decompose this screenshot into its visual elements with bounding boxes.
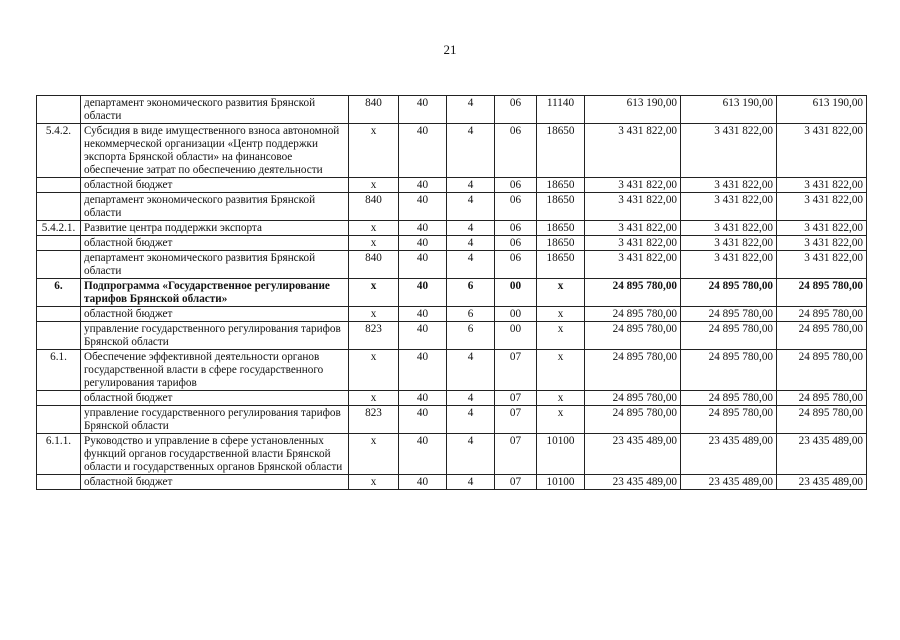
amount-year2-cell: 24 895 780,00 — [681, 391, 777, 406]
row-number-cell — [37, 391, 81, 406]
amount-year1-cell: 613 190,00 — [585, 96, 681, 124]
amount-year1-cell: 3 431 822,00 — [585, 124, 681, 178]
row-number-cell — [37, 178, 81, 193]
amount-year2-cell: 24 895 780,00 — [681, 279, 777, 307]
direction-code-cell: 18650 — [537, 193, 585, 221]
row-number-cell — [37, 96, 81, 124]
amount-year3-cell: 3 431 822,00 — [777, 251, 867, 279]
amount-year1-cell: 24 895 780,00 — [585, 279, 681, 307]
admin-code-cell: х — [349, 391, 399, 406]
main-event-code-cell: 00 — [495, 307, 537, 322]
amount-year2-cell: 613 190,00 — [681, 96, 777, 124]
item-name-cell: управление государственного регулирования тарифов Брянской области — [81, 322, 349, 350]
amount-year1-cell: 24 895 780,00 — [585, 391, 681, 406]
table-row — [37, 475, 867, 490]
subprogram-code-cell: 4 — [447, 96, 495, 124]
amount-year3-cell: 613 190,00 — [777, 96, 867, 124]
admin-code-cell: 823 — [349, 322, 399, 350]
subprogram-code-cell: 4 — [447, 178, 495, 193]
program-code-cell: 40 — [399, 434, 447, 475]
row-number-cell: 6. — [37, 279, 81, 307]
amount-year1-cell: 3 431 822,00 — [585, 251, 681, 279]
row-number-cell: 6.1.1. — [37, 434, 81, 475]
budget-table — [36, 95, 867, 490]
program-code-cell: 40 — [399, 307, 447, 322]
row-number-cell — [37, 307, 81, 322]
page-number: 21 — [443, 42, 457, 57]
row-number-cell — [37, 193, 81, 221]
main-event-code-cell: 00 — [495, 322, 537, 350]
program-code-cell: 40 — [399, 322, 447, 350]
item-name-cell: областной бюджет — [81, 475, 349, 490]
subprogram-code-cell: 4 — [447, 251, 495, 279]
amount-year3-cell: 23 435 489,00 — [777, 434, 867, 475]
direction-code-cell: х — [537, 350, 585, 391]
row-number-cell — [37, 251, 81, 279]
program-code-cell: 40 — [399, 96, 447, 124]
program-code-cell: 40 — [399, 279, 447, 307]
amount-year2-cell: 24 895 780,00 — [681, 406, 777, 434]
main-event-code-cell: 06 — [495, 221, 537, 236]
amount-year2-cell: 23 435 489,00 — [681, 434, 777, 475]
amount-year2-cell: 24 895 780,00 — [681, 322, 777, 350]
direction-code-cell: х — [537, 279, 585, 307]
item-name-cell: Руководство и управление в сфере установленных функций органов государственной власти Брянской области и государственных органов Брянской области — [81, 434, 349, 475]
subprogram-code-cell: 6 — [447, 279, 495, 307]
item-name-cell: Обеспечение эффективной деятельности органов государственной власти в сфере государственного регулирования тарифов — [81, 350, 349, 391]
table-row — [37, 434, 867, 475]
program-code-cell: 40 — [399, 475, 447, 490]
item-name-cell: Подпрограмма «Государственное регулирование тарифов Брянской области» — [81, 279, 349, 307]
direction-code-cell: х — [537, 406, 585, 434]
program-code-cell: 40 — [399, 236, 447, 251]
subprogram-code-cell: 4 — [447, 236, 495, 251]
table-row — [37, 406, 867, 434]
program-code-cell: 40 — [399, 391, 447, 406]
item-name-cell: департамент экономического развития Брянской области — [81, 251, 349, 279]
admin-code-cell: х — [349, 124, 399, 178]
amount-year1-cell: 23 435 489,00 — [585, 475, 681, 490]
table-row — [37, 322, 867, 350]
row-number-cell — [37, 475, 81, 490]
table-row — [37, 391, 867, 406]
main-event-code-cell: 06 — [495, 124, 537, 178]
program-code-cell: 40 — [399, 221, 447, 236]
item-name-cell: Развитие центра поддержки экспорта — [81, 221, 349, 236]
direction-code-cell: 10100 — [537, 475, 585, 490]
table-row — [37, 307, 867, 322]
item-name-cell: областной бюджет — [81, 236, 349, 251]
amount-year2-cell: 23 435 489,00 — [681, 475, 777, 490]
amount-year1-cell: 24 895 780,00 — [585, 322, 681, 350]
table-row — [37, 178, 867, 193]
table-row — [37, 279, 867, 307]
amount-year1-cell: 3 431 822,00 — [585, 178, 681, 193]
table-row — [37, 236, 867, 251]
amount-year3-cell: 24 895 780,00 — [777, 391, 867, 406]
amount-year2-cell: 3 431 822,00 — [681, 236, 777, 251]
row-number-cell — [37, 322, 81, 350]
amount-year1-cell: 3 431 822,00 — [585, 221, 681, 236]
amount-year2-cell: 3 431 822,00 — [681, 193, 777, 221]
direction-code-cell: 11140 — [537, 96, 585, 124]
amount-year1-cell: 3 431 822,00 — [585, 236, 681, 251]
main-event-code-cell: 07 — [495, 391, 537, 406]
direction-code-cell: 18650 — [537, 221, 585, 236]
amount-year3-cell: 24 895 780,00 — [777, 322, 867, 350]
item-name-cell: областной бюджет — [81, 307, 349, 322]
program-code-cell: 40 — [399, 124, 447, 178]
main-event-code-cell: 07 — [495, 434, 537, 475]
program-code-cell: 40 — [399, 350, 447, 391]
admin-code-cell: 840 — [349, 251, 399, 279]
amount-year2-cell: 3 431 822,00 — [681, 124, 777, 178]
amount-year3-cell: 3 431 822,00 — [777, 178, 867, 193]
admin-code-cell: х — [349, 221, 399, 236]
main-event-code-cell: 07 — [495, 475, 537, 490]
table-row — [37, 221, 867, 236]
item-name-cell: департамент экономического развития Брянской области — [81, 96, 349, 124]
main-event-code-cell: 06 — [495, 236, 537, 251]
main-event-code-cell: 00 — [495, 279, 537, 307]
amount-year3-cell: 23 435 489,00 — [777, 475, 867, 490]
amount-year1-cell: 24 895 780,00 — [585, 350, 681, 391]
item-name-cell: областной бюджет — [81, 178, 349, 193]
subprogram-code-cell: 4 — [447, 434, 495, 475]
subprogram-code-cell: 4 — [447, 124, 495, 178]
amount-year3-cell: 3 431 822,00 — [777, 221, 867, 236]
main-event-code-cell: 06 — [495, 193, 537, 221]
admin-code-cell: х — [349, 350, 399, 391]
row-number-cell: 6.1. — [37, 350, 81, 391]
program-code-cell: 40 — [399, 193, 447, 221]
row-number-cell: 5.4.2. — [37, 124, 81, 178]
amount-year2-cell: 24 895 780,00 — [681, 307, 777, 322]
main-event-code-cell: 07 — [495, 406, 537, 434]
direction-code-cell: 18650 — [537, 236, 585, 251]
amount-year3-cell: 24 895 780,00 — [777, 307, 867, 322]
subprogram-code-cell: 4 — [447, 221, 495, 236]
admin-code-cell: х — [349, 279, 399, 307]
direction-code-cell: х — [537, 307, 585, 322]
amount-year3-cell: 3 431 822,00 — [777, 236, 867, 251]
subprogram-code-cell: 6 — [447, 322, 495, 350]
subprogram-code-cell: 4 — [447, 193, 495, 221]
admin-code-cell: х — [349, 307, 399, 322]
admin-code-cell: х — [349, 475, 399, 490]
subprogram-code-cell: 4 — [447, 350, 495, 391]
amount-year1-cell: 23 435 489,00 — [585, 434, 681, 475]
main-event-code-cell: 06 — [495, 178, 537, 193]
amount-year3-cell: 24 895 780,00 — [777, 279, 867, 307]
amount-year2-cell: 3 431 822,00 — [681, 221, 777, 236]
amount-year2-cell: 3 431 822,00 — [681, 178, 777, 193]
table-row — [37, 124, 867, 178]
program-code-cell: 40 — [399, 406, 447, 434]
main-event-code-cell: 07 — [495, 350, 537, 391]
item-name-cell: Субсидия в виде имущественного взноса автономной некоммерческой организации «Центр поддержки экспорта Брянской области» на финансовое обеспечение затрат по обеспечению деятельности — [81, 124, 349, 178]
amount-year2-cell: 3 431 822,00 — [681, 251, 777, 279]
direction-code-cell: 10100 — [537, 434, 585, 475]
table-row — [37, 350, 867, 391]
table-row — [37, 193, 867, 221]
amount-year3-cell: 24 895 780,00 — [777, 406, 867, 434]
table-row — [37, 251, 867, 279]
amount-year1-cell: 3 431 822,00 — [585, 193, 681, 221]
direction-code-cell: х — [537, 391, 585, 406]
program-code-cell: 40 — [399, 251, 447, 279]
admin-code-cell: 840 — [349, 193, 399, 221]
amount-year3-cell: 3 431 822,00 — [777, 124, 867, 178]
amount-year3-cell: 3 431 822,00 — [777, 193, 867, 221]
subprogram-code-cell: 4 — [447, 391, 495, 406]
amount-year3-cell: 24 895 780,00 — [777, 350, 867, 391]
direction-code-cell: 18650 — [537, 251, 585, 279]
admin-code-cell: х — [349, 434, 399, 475]
table-row — [37, 96, 867, 124]
admin-code-cell: 823 — [349, 406, 399, 434]
program-code-cell: 40 — [399, 178, 447, 193]
amount-year1-cell: 24 895 780,00 — [585, 307, 681, 322]
subprogram-code-cell: 4 — [447, 406, 495, 434]
amount-year2-cell: 24 895 780,00 — [681, 350, 777, 391]
amount-year1-cell: 24 895 780,00 — [585, 406, 681, 434]
direction-code-cell: х — [537, 322, 585, 350]
table-body — [37, 96, 867, 490]
admin-code-cell: х — [349, 178, 399, 193]
admin-code-cell: х — [349, 236, 399, 251]
main-event-code-cell: 06 — [495, 251, 537, 279]
direction-code-cell: 18650 — [537, 124, 585, 178]
main-event-code-cell: 06 — [495, 96, 537, 124]
subprogram-code-cell: 6 — [447, 307, 495, 322]
direction-code-cell: 18650 — [537, 178, 585, 193]
item-name-cell: департамент экономического развития Брянской области — [81, 193, 349, 221]
item-name-cell: областной бюджет — [81, 391, 349, 406]
row-number-cell — [37, 406, 81, 434]
item-name-cell: управление государственного регулирования тарифов Брянской области — [81, 406, 349, 434]
row-number-cell — [37, 236, 81, 251]
admin-code-cell: 840 — [349, 96, 399, 124]
row-number-cell: 5.4.2.1. — [37, 221, 81, 236]
subprogram-code-cell: 4 — [447, 475, 495, 490]
